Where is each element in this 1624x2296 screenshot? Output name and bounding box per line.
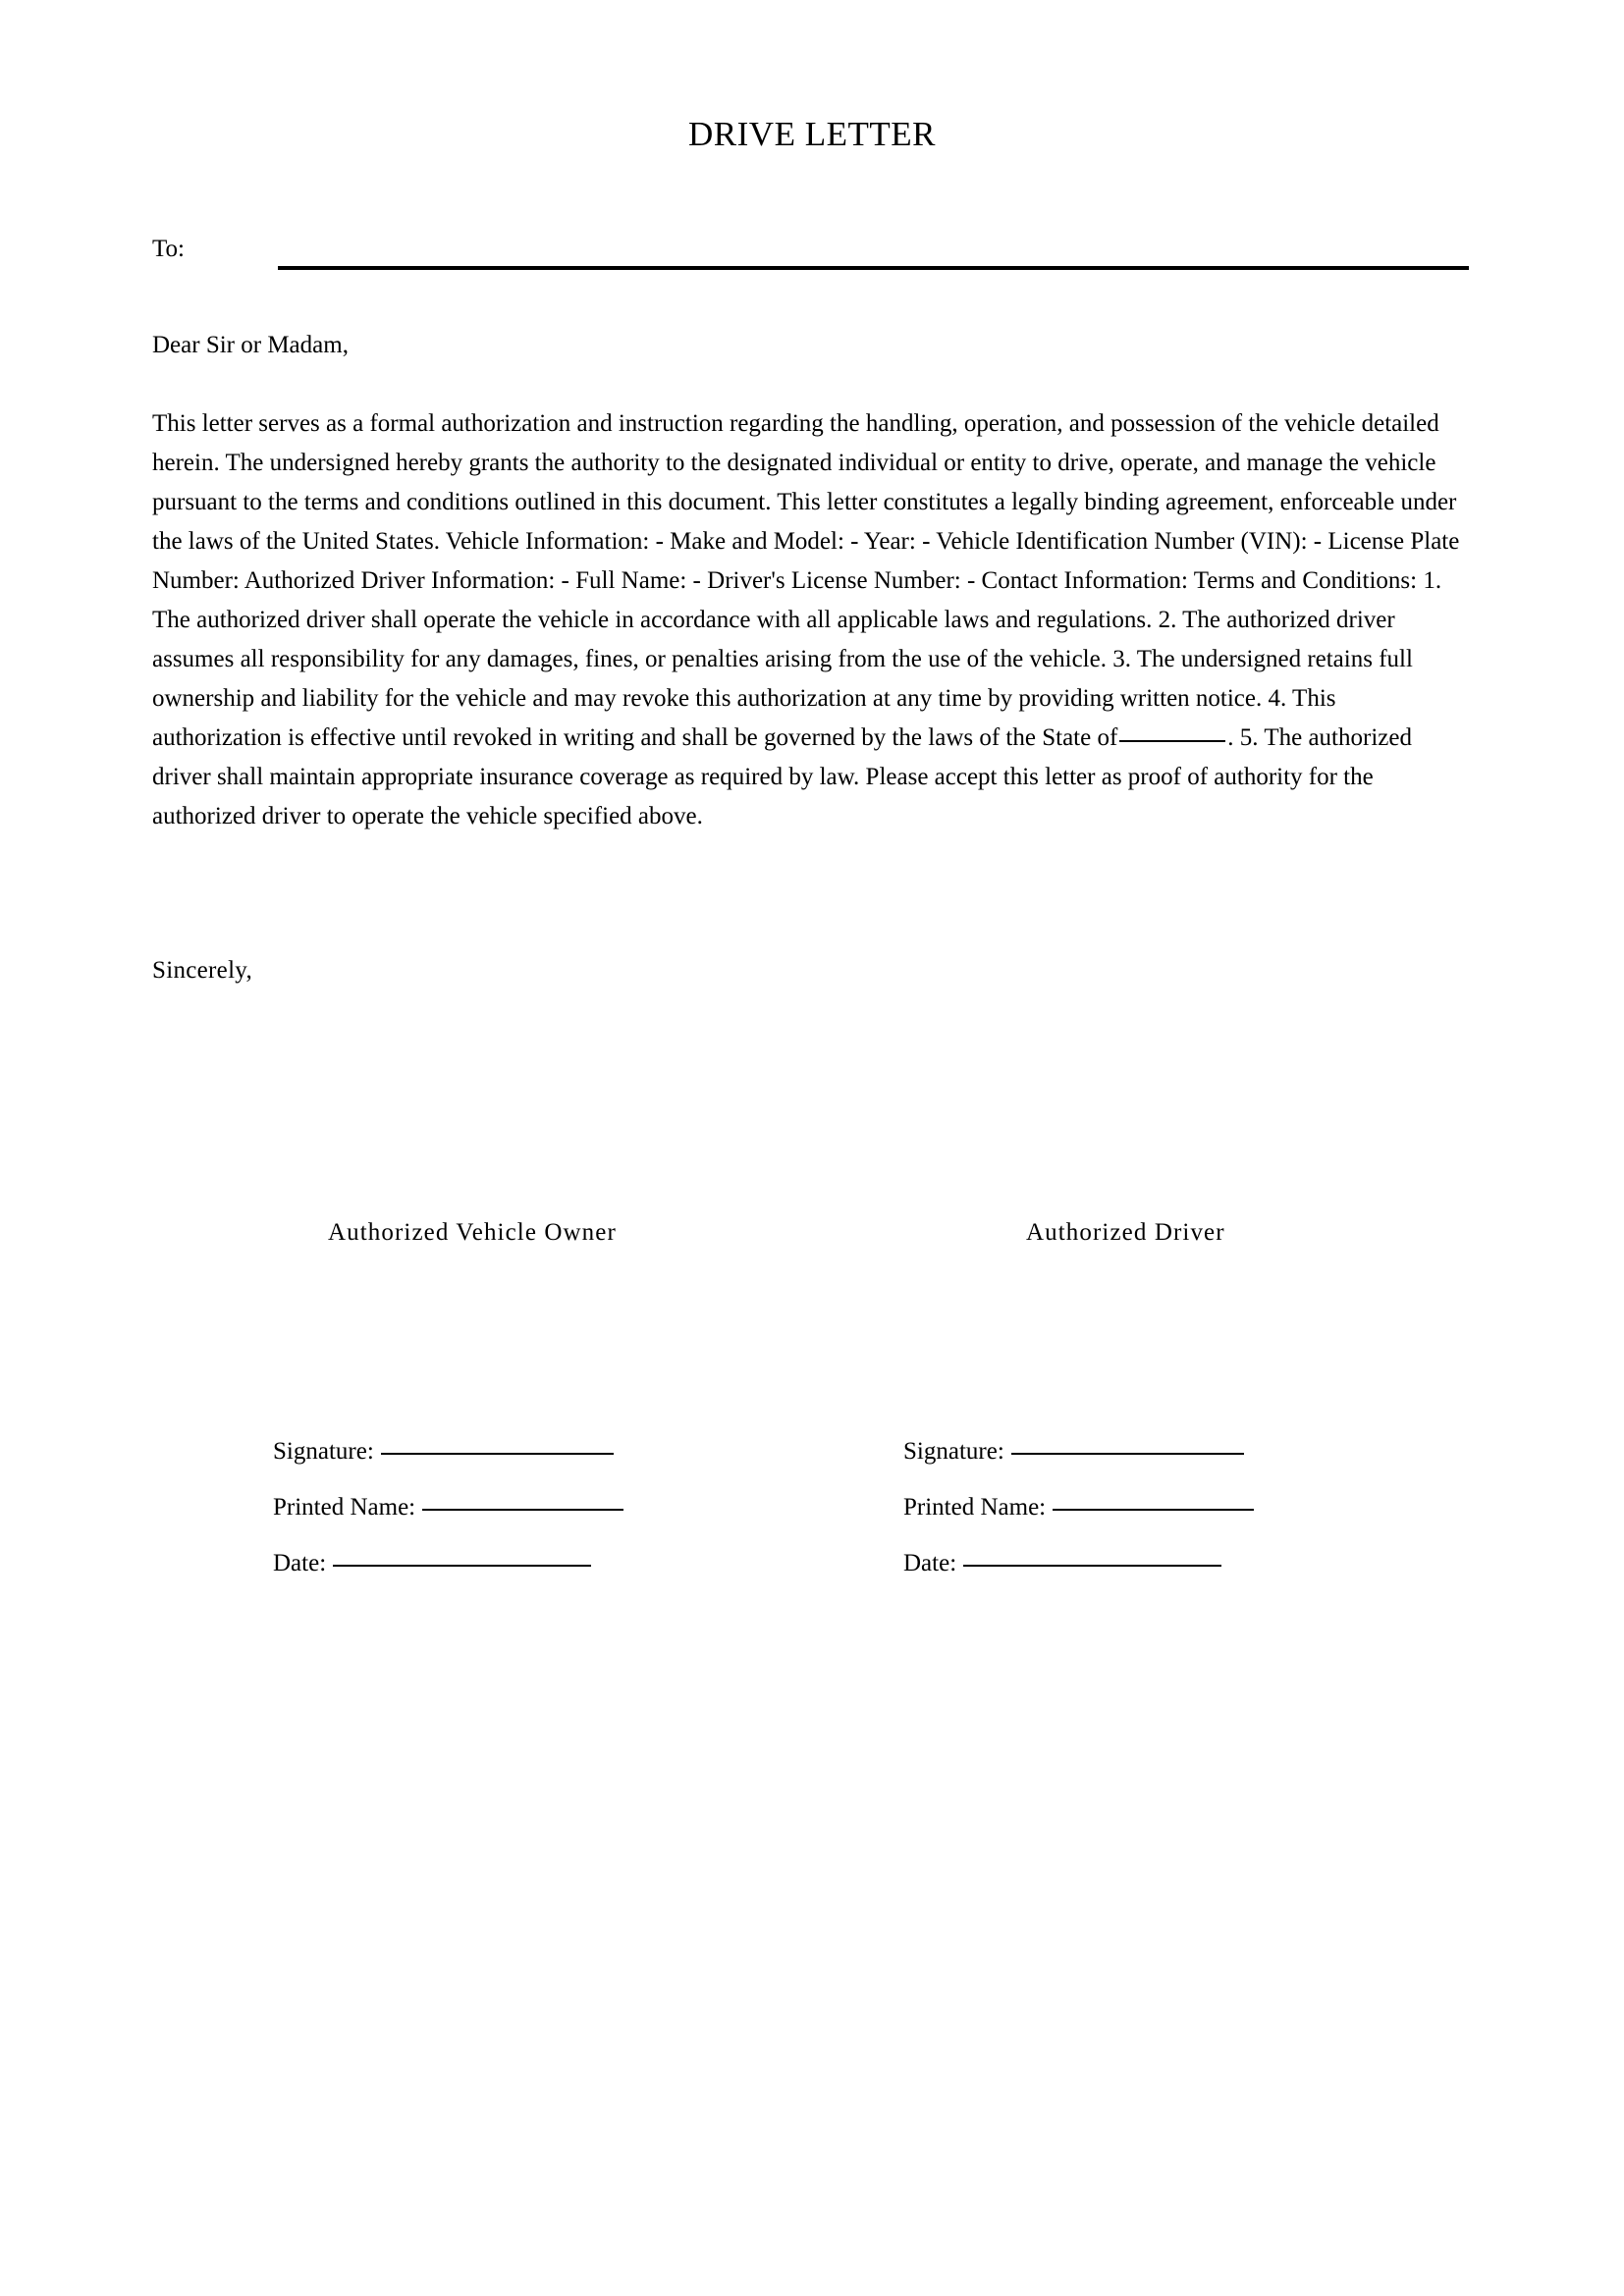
driver-date-label: Date:: [903, 1550, 957, 1576]
recipient-row: [152, 233, 1469, 272]
owner-date-input[interactable]: [333, 1564, 591, 1567]
closing-salutation: Sincerely,: [152, 957, 253, 984]
driver-date-input[interactable]: [963, 1564, 1221, 1567]
letter-body: [152, 404, 1466, 836]
driver-printed-name-input[interactable]: [1053, 1508, 1254, 1511]
owner-date-field: [273, 1547, 823, 1580]
driver-signature-input[interactable]: [1011, 1452, 1244, 1455]
owner-signature-label: Signature:: [273, 1438, 374, 1465]
driver-signature-label: Signature:: [903, 1438, 1004, 1465]
owner-printed-name-label: Printed Name:: [273, 1494, 416, 1521]
driver-date-field: [903, 1547, 1453, 1580]
owner-fields: [273, 1435, 823, 1580]
owner-printed-name-input[interactable]: [422, 1508, 623, 1511]
owner-signature-input[interactable]: [381, 1452, 614, 1455]
signature-section: [0, 1217, 1624, 1610]
state-blank-field[interactable]: [1119, 739, 1225, 742]
owner-signature-field: [273, 1435, 823, 1468]
driver-heading: Authorized Driver: [1026, 1219, 1225, 1246]
owner-printed-name-field: [273, 1491, 823, 1524]
owner-heading: Authorized Vehicle Owner: [328, 1219, 617, 1246]
signature-block-driver: [903, 1217, 1453, 1576]
driver-printed-name-field: [903, 1491, 1453, 1524]
driver-printed-name-label: Printed Name:: [903, 1494, 1047, 1521]
body-text-part-one: This letter serves as a formal authorization and instruction regarding the handling, operation, and possession of the vehicle detailed herein. The undersigned hereby grants the authority to the designated individual or entity to drive, operate, and manage the vehicle pursuant to the terms and conditions outlined in this document. This letter constitutes a legally binding agreement, enforceable under the laws of the United States. Vehicle Information: - Make and Model: - Year: - Vehicle Identification Number (VIN): - License Plate Number: Authorized Driver Information: - Full Name: - Driver's License Number: - Contact Information: Terms and Conditions: 1. The authorized driver shall operate the vehicle in accordance with all applicable laws and regulations. 2. The authorized driver assumes all responsibility for any damages, fines, or penalties arising from the use of the vehicle. 3. The undersigned retains full ownership and liability for the vehicle and may revoke this authorization at any time by providing written notice. 4. This authorization is effective until revoked in writing and shall be governed by the laws of the State of: [152, 410, 1460, 751]
salutation: Dear Sir or Madam,: [152, 332, 349, 358]
driver-signature-field: [903, 1435, 1453, 1468]
owner-date-label: Date:: [273, 1550, 327, 1576]
recipient-label: To:: [152, 236, 185, 262]
recipient-input-rule[interactable]: [278, 266, 1469, 270]
body-text-part-two: . 5. The authorized driver shall maintain appropriate insurance coverage as required by law. Please accept this letter as proof of authority for the authorized driver to operate the vehicle specified above.: [152, 724, 1412, 829]
signature-block-owner: [253, 1217, 803, 1576]
page-title: DRIVE LETTER: [688, 115, 936, 153]
driver-fields: [903, 1435, 1453, 1580]
